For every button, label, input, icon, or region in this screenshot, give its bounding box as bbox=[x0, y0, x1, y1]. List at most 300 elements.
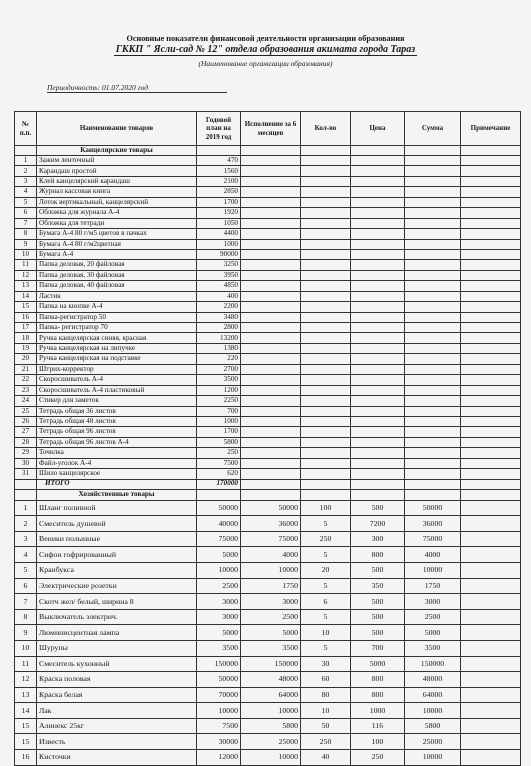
item-note bbox=[461, 187, 521, 197]
table-row bbox=[15, 176, 521, 186]
item-name: Веники полынные bbox=[37, 531, 197, 547]
item-price bbox=[351, 156, 405, 166]
item-price bbox=[351, 176, 405, 186]
item-name: Папка деловая, 30 файловая bbox=[37, 270, 197, 280]
item-plan: 3950 bbox=[197, 270, 241, 280]
item-note bbox=[461, 416, 521, 426]
item-name: Скоросшиватель А-4 пластиковый bbox=[37, 385, 197, 395]
item-exec bbox=[241, 156, 301, 166]
item-note bbox=[461, 166, 521, 176]
item-price bbox=[351, 396, 405, 406]
item-price: 7200 bbox=[351, 516, 405, 532]
item-note bbox=[461, 547, 521, 563]
item-exec bbox=[241, 469, 301, 479]
item-name: Краска белая bbox=[37, 687, 197, 703]
item-qty bbox=[301, 197, 351, 207]
item-exec: 3500 bbox=[241, 640, 301, 656]
table-row bbox=[15, 406, 521, 416]
item-note bbox=[461, 375, 521, 385]
item-price bbox=[351, 281, 405, 291]
item-qty: 5 bbox=[301, 640, 351, 656]
item-name: Кисточки bbox=[37, 750, 197, 766]
item-name: Лоток вертикальный, канцелярский bbox=[37, 197, 197, 207]
section-title-no-cell bbox=[15, 146, 37, 156]
item-sum bbox=[405, 375, 461, 385]
item-qty bbox=[301, 375, 351, 385]
item-name: Папка-регистратор 50 bbox=[37, 312, 197, 322]
item-plan: 4850 bbox=[197, 281, 241, 291]
item-sum bbox=[405, 218, 461, 228]
item-plan: 470 bbox=[197, 156, 241, 166]
item-plan: 5000 bbox=[197, 625, 241, 641]
item-note bbox=[461, 229, 521, 239]
item-price bbox=[351, 458, 405, 468]
item-exec bbox=[241, 427, 301, 437]
row-number: 13 bbox=[15, 281, 37, 291]
item-note bbox=[461, 176, 521, 186]
row-number: 10 bbox=[15, 249, 37, 259]
item-plan: 620 bbox=[197, 469, 241, 479]
table-row bbox=[15, 578, 521, 594]
item-price bbox=[351, 375, 405, 385]
item-sum: 36000 bbox=[405, 516, 461, 532]
item-qty bbox=[301, 156, 351, 166]
section-title-empty-cell bbox=[241, 489, 301, 500]
item-price: 800 bbox=[351, 547, 405, 563]
row-number: 12 bbox=[15, 270, 37, 280]
item-plan: 250 bbox=[197, 448, 241, 458]
item-plan: 1560 bbox=[197, 166, 241, 176]
row-number: 10 bbox=[15, 640, 37, 656]
item-name: Обложка для тетради bbox=[37, 218, 197, 228]
item-plan: 1920 bbox=[197, 208, 241, 218]
item-qty bbox=[301, 437, 351, 447]
item-note bbox=[461, 500, 521, 516]
row-number: 15 bbox=[15, 734, 37, 750]
item-sum: 5800 bbox=[405, 718, 461, 734]
item-plan: 400 bbox=[197, 291, 241, 301]
item-plan: 1000 bbox=[197, 239, 241, 249]
item-price bbox=[351, 218, 405, 228]
item-name: Шурупы bbox=[37, 640, 197, 656]
row-number: 1 bbox=[15, 500, 37, 516]
item-qty bbox=[301, 260, 351, 270]
item-qty bbox=[301, 448, 351, 458]
col-header-plan: Годовой план на 2019 год bbox=[197, 112, 241, 146]
item-sum bbox=[405, 437, 461, 447]
table-row bbox=[15, 364, 521, 374]
item-exec bbox=[241, 333, 301, 343]
item-price bbox=[351, 270, 405, 280]
table-row bbox=[15, 249, 521, 259]
item-exec: 3000 bbox=[241, 594, 301, 610]
col-header-exec: Исполнение за 6 месяцев bbox=[241, 112, 301, 146]
item-qty bbox=[301, 218, 351, 228]
item-note bbox=[461, 323, 521, 333]
item-exec bbox=[241, 166, 301, 176]
col-header-note: Примечание bbox=[461, 112, 521, 146]
table-row bbox=[15, 458, 521, 468]
row-number: 5 bbox=[15, 562, 37, 578]
table-row bbox=[15, 516, 521, 532]
row-number: 29 bbox=[15, 448, 37, 458]
row-number: 26 bbox=[15, 416, 37, 426]
table-row bbox=[15, 427, 521, 437]
item-name: Бумага А-4 bbox=[37, 249, 197, 259]
item-name: Скоросшиватель А-4 bbox=[37, 375, 197, 385]
organization-name-text: ГККП " Ясли-сад № 12" отдела образования акимата города Тараз bbox=[115, 44, 416, 55]
row-number: 28 bbox=[15, 437, 37, 447]
item-note bbox=[461, 333, 521, 343]
table-row bbox=[15, 239, 521, 249]
row-number: 30 bbox=[15, 458, 37, 468]
item-note bbox=[461, 516, 521, 532]
item-plan: 7500 bbox=[197, 718, 241, 734]
item-plan: 90000 bbox=[197, 249, 241, 259]
section-title-empty-cell bbox=[301, 489, 351, 500]
item-note bbox=[461, 197, 521, 207]
item-sum: 10000 bbox=[405, 750, 461, 766]
item-sum bbox=[405, 406, 461, 416]
table-row bbox=[15, 229, 521, 239]
item-name: Тетрадь общая 96 листов bbox=[37, 427, 197, 437]
table-row bbox=[15, 562, 521, 578]
item-price bbox=[351, 343, 405, 353]
item-name: Кранбукса bbox=[37, 562, 197, 578]
row-number: 3 bbox=[15, 176, 37, 186]
item-note bbox=[461, 562, 521, 578]
item-sum bbox=[405, 343, 461, 353]
item-name: Файл-уголок А-4 bbox=[37, 458, 197, 468]
item-name: Смеситель кухонный bbox=[37, 656, 197, 672]
item-note bbox=[461, 343, 521, 353]
item-name: Папка деловая, 40 файловая bbox=[37, 281, 197, 291]
row-number: 4 bbox=[15, 187, 37, 197]
item-qty: 20 bbox=[301, 562, 351, 578]
item-exec bbox=[241, 176, 301, 186]
item-name: Карандаш простой bbox=[37, 166, 197, 176]
item-price bbox=[351, 291, 405, 301]
item-price bbox=[351, 448, 405, 458]
item-exec bbox=[241, 260, 301, 270]
table-row bbox=[15, 687, 521, 703]
item-sum bbox=[405, 469, 461, 479]
item-note bbox=[461, 396, 521, 406]
item-plan: 30000 bbox=[197, 734, 241, 750]
row-number: 9 bbox=[15, 625, 37, 641]
goods-table bbox=[14, 111, 521, 766]
table-row bbox=[15, 640, 521, 656]
section-title-empty-cell bbox=[461, 489, 521, 500]
item-note bbox=[461, 291, 521, 301]
row-number: 1 bbox=[15, 156, 37, 166]
item-sum bbox=[405, 270, 461, 280]
item-qty bbox=[301, 364, 351, 374]
item-exec: 64000 bbox=[241, 687, 301, 703]
item-qty bbox=[301, 416, 351, 426]
item-plan: 3000 bbox=[197, 609, 241, 625]
table-row bbox=[15, 531, 521, 547]
item-note bbox=[461, 531, 521, 547]
item-sum: 10000 bbox=[405, 562, 461, 578]
item-price bbox=[351, 187, 405, 197]
item-price: 100 bbox=[351, 734, 405, 750]
item-exec bbox=[241, 312, 301, 322]
item-note bbox=[461, 385, 521, 395]
item-exec: 2500 bbox=[241, 609, 301, 625]
item-note bbox=[461, 249, 521, 259]
item-note bbox=[461, 218, 521, 228]
item-sum: 1750 bbox=[405, 578, 461, 594]
item-plan: 2700 bbox=[197, 364, 241, 374]
item-name: Обложка для журнала А-4 bbox=[37, 208, 197, 218]
item-note bbox=[461, 437, 521, 447]
table-row bbox=[15, 672, 521, 688]
item-name: Тетрадь общая 48 листов bbox=[37, 416, 197, 426]
item-name: Смеситель душевой bbox=[37, 516, 197, 532]
item-sum bbox=[405, 364, 461, 374]
item-sum: 2500 bbox=[405, 609, 461, 625]
item-note bbox=[461, 718, 521, 734]
item-price bbox=[351, 416, 405, 426]
row-number: 8 bbox=[15, 609, 37, 625]
row-number: 4 bbox=[15, 547, 37, 563]
item-qty bbox=[301, 469, 351, 479]
total-row bbox=[15, 479, 521, 489]
item-plan: 2850 bbox=[197, 187, 241, 197]
item-plan: 2800 bbox=[197, 323, 241, 333]
item-name: Сифон гофрированный bbox=[37, 547, 197, 563]
item-plan: 10000 bbox=[197, 562, 241, 578]
item-price: 116 bbox=[351, 718, 405, 734]
item-qty bbox=[301, 281, 351, 291]
item-price bbox=[351, 312, 405, 322]
row-number: 23 bbox=[15, 385, 37, 395]
item-note bbox=[461, 734, 521, 750]
row-number: 3 bbox=[15, 531, 37, 547]
table-row bbox=[15, 469, 521, 479]
item-sum: 3500 bbox=[405, 640, 461, 656]
item-sum: 10000 bbox=[405, 703, 461, 719]
stationery-section bbox=[15, 146, 521, 480]
row-number: 8 bbox=[15, 229, 37, 239]
item-name: Ручка канцелярская на подставке bbox=[37, 354, 197, 364]
item-price: 500 bbox=[351, 594, 405, 610]
item-price: 250 bbox=[351, 750, 405, 766]
item-name: Бумага А-4 80 г/м2цветная bbox=[37, 239, 197, 249]
item-plan: 1380 bbox=[197, 343, 241, 353]
item-sum bbox=[405, 427, 461, 437]
item-exec: 48000 bbox=[241, 672, 301, 688]
item-exec: 5800 bbox=[241, 718, 301, 734]
row-number: 5 bbox=[15, 197, 37, 207]
row-number: 13 bbox=[15, 687, 37, 703]
item-exec bbox=[241, 448, 301, 458]
item-name: Папка деловая, 20 файловая bbox=[37, 260, 197, 270]
item-exec bbox=[241, 208, 301, 218]
item-price bbox=[351, 166, 405, 176]
item-qty bbox=[301, 343, 351, 353]
item-plan: 2100 bbox=[197, 176, 241, 186]
item-exec bbox=[241, 239, 301, 249]
item-qty bbox=[301, 385, 351, 395]
item-sum bbox=[405, 302, 461, 312]
item-note bbox=[461, 312, 521, 322]
table-row bbox=[15, 260, 521, 270]
item-note bbox=[461, 469, 521, 479]
item-sum bbox=[405, 333, 461, 343]
item-price: 1000 bbox=[351, 703, 405, 719]
item-exec: 5000 bbox=[241, 625, 301, 641]
item-plan: 70000 bbox=[197, 687, 241, 703]
item-qty: 100 bbox=[301, 500, 351, 516]
item-note bbox=[461, 458, 521, 468]
item-note bbox=[461, 270, 521, 280]
item-price bbox=[351, 229, 405, 239]
item-qty bbox=[301, 166, 351, 176]
item-exec: 10000 bbox=[241, 703, 301, 719]
table-row bbox=[15, 396, 521, 406]
item-note bbox=[461, 364, 521, 374]
table-row bbox=[15, 343, 521, 353]
item-price bbox=[351, 364, 405, 374]
item-exec bbox=[241, 343, 301, 353]
table-row bbox=[15, 594, 521, 610]
item-exec: 25000 bbox=[241, 734, 301, 750]
col-header-no: № п.п. bbox=[15, 112, 37, 146]
item-price bbox=[351, 323, 405, 333]
table-row bbox=[15, 547, 521, 563]
section-title-household: Хозяйственные товары bbox=[37, 489, 197, 500]
row-number: 17 bbox=[15, 323, 37, 333]
item-qty bbox=[301, 270, 351, 280]
item-qty: 80 bbox=[301, 687, 351, 703]
row-number: 6 bbox=[15, 578, 37, 594]
item-qty bbox=[301, 302, 351, 312]
item-qty: 50 bbox=[301, 718, 351, 734]
item-plan: 7500 bbox=[197, 458, 241, 468]
item-name: Выключатель электрич. bbox=[37, 609, 197, 625]
item-qty: 5 bbox=[301, 516, 351, 532]
total-label: ИТОГО bbox=[37, 479, 197, 489]
item-plan: 13200 bbox=[197, 333, 241, 343]
item-qty: 10 bbox=[301, 625, 351, 641]
item-exec bbox=[241, 249, 301, 259]
item-exec bbox=[241, 323, 301, 333]
item-name: Стикер для заметок bbox=[37, 396, 197, 406]
item-plan: 1050 bbox=[197, 218, 241, 228]
row-number: 19 bbox=[15, 343, 37, 353]
row-number: 15 bbox=[15, 718, 37, 734]
item-exec bbox=[241, 302, 301, 312]
row-number: 16 bbox=[15, 750, 37, 766]
table-row bbox=[15, 609, 521, 625]
item-price: 800 bbox=[351, 687, 405, 703]
table-row bbox=[15, 291, 521, 301]
item-sum: 3000 bbox=[405, 594, 461, 610]
row-number: 25 bbox=[15, 406, 37, 416]
item-sum bbox=[405, 291, 461, 301]
row-number: 12 bbox=[15, 672, 37, 688]
total-empty-cell bbox=[405, 479, 461, 489]
item-price bbox=[351, 354, 405, 364]
item-qty bbox=[301, 354, 351, 364]
row-number: 11 bbox=[15, 260, 37, 270]
item-qty: 60 bbox=[301, 672, 351, 688]
row-number: 9 bbox=[15, 239, 37, 249]
item-exec: 36000 bbox=[241, 516, 301, 532]
item-exec bbox=[241, 270, 301, 280]
item-qty bbox=[301, 396, 351, 406]
item-note bbox=[461, 448, 521, 458]
row-number: 7 bbox=[15, 594, 37, 610]
periodicity-underline bbox=[47, 92, 227, 93]
item-price bbox=[351, 197, 405, 207]
item-sum bbox=[405, 396, 461, 406]
item-qty bbox=[301, 208, 351, 218]
table-row bbox=[15, 187, 521, 197]
periodicity: Периодичность: 01.07.2020 год bbox=[47, 83, 149, 92]
item-exec bbox=[241, 458, 301, 468]
item-qty bbox=[301, 312, 351, 322]
table-row bbox=[15, 323, 521, 333]
total-empty-cell bbox=[241, 479, 301, 489]
row-number: 22 bbox=[15, 375, 37, 385]
item-note bbox=[461, 281, 521, 291]
total-empty-cell bbox=[461, 479, 521, 489]
item-price: 500 bbox=[351, 609, 405, 625]
row-number: 31 bbox=[15, 469, 37, 479]
item-sum: 75000 bbox=[405, 531, 461, 547]
col-header-name: Наименование товаров bbox=[37, 112, 197, 146]
item-plan: 10000 bbox=[197, 703, 241, 719]
col-header-sum: Сумма bbox=[405, 112, 461, 146]
table-row bbox=[15, 166, 521, 176]
row-number: 27 bbox=[15, 427, 37, 437]
item-sum bbox=[405, 197, 461, 207]
item-price: 800 bbox=[351, 672, 405, 688]
item-plan: 3250 bbox=[197, 260, 241, 270]
section-title-row bbox=[15, 146, 521, 156]
item-qty: 250 bbox=[301, 531, 351, 547]
item-sum bbox=[405, 260, 461, 270]
item-exec bbox=[241, 229, 301, 239]
total-empty-cell bbox=[351, 479, 405, 489]
item-sum: 64000 bbox=[405, 687, 461, 703]
item-sum bbox=[405, 208, 461, 218]
item-price: 500 bbox=[351, 625, 405, 641]
section-title-empty-cell bbox=[241, 146, 301, 156]
item-price: 300 bbox=[351, 531, 405, 547]
item-price bbox=[351, 469, 405, 479]
item-name: Штрих-корректор bbox=[37, 364, 197, 374]
item-sum: 150000 bbox=[405, 656, 461, 672]
table-row bbox=[15, 333, 521, 343]
item-price: 500 bbox=[351, 500, 405, 516]
item-sum bbox=[405, 323, 461, 333]
item-name: Журнал кассовая книга bbox=[37, 187, 197, 197]
item-sum bbox=[405, 354, 461, 364]
row-number: 21 bbox=[15, 364, 37, 374]
item-plan: 5000 bbox=[197, 547, 241, 563]
item-sum: 4000 bbox=[405, 547, 461, 563]
row-number: 2 bbox=[15, 516, 37, 532]
item-name: Тетрадь общая 36 листов bbox=[37, 406, 197, 416]
item-qty: 5 bbox=[301, 578, 351, 594]
row-number: 24 bbox=[15, 396, 37, 406]
item-price bbox=[351, 437, 405, 447]
table-row bbox=[15, 208, 521, 218]
